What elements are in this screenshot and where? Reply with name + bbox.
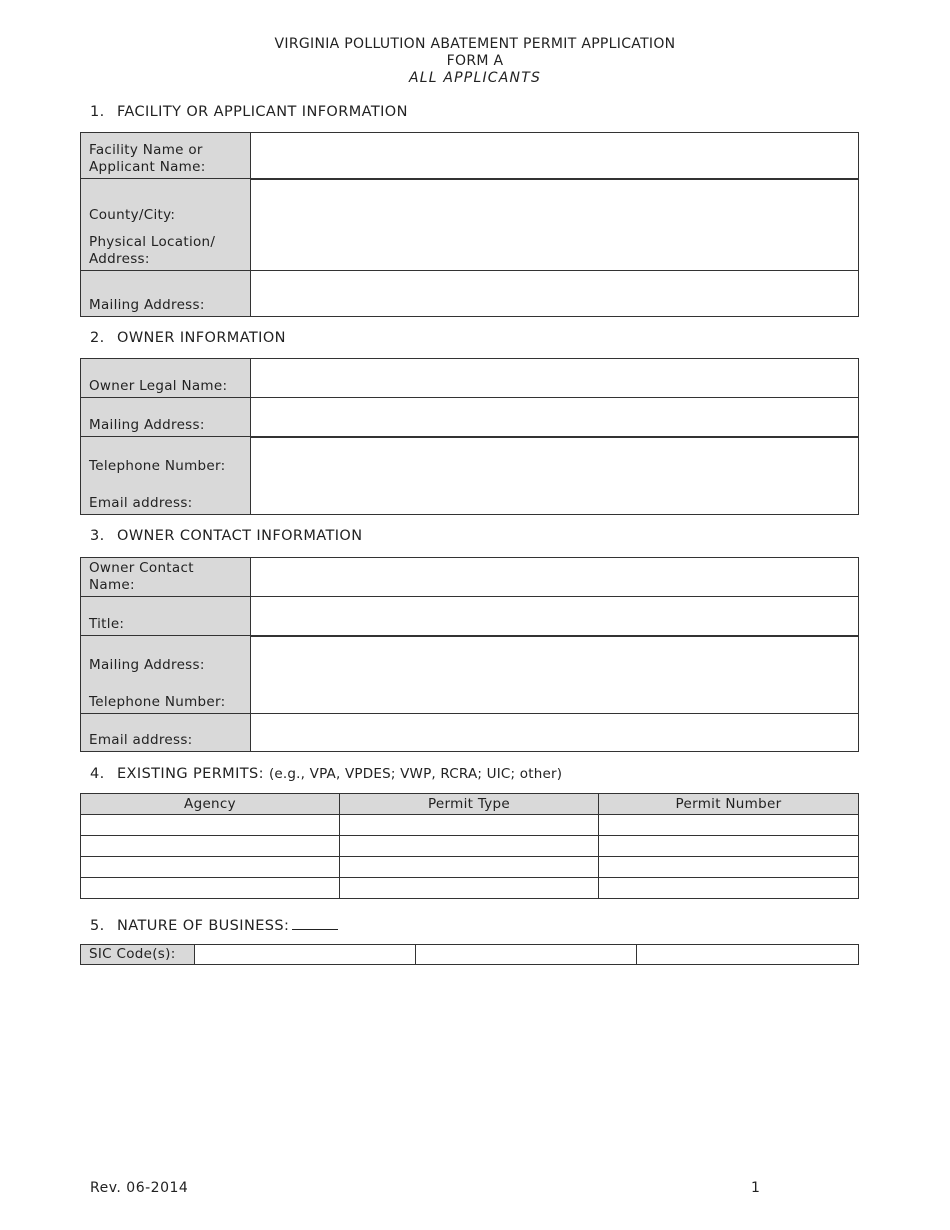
owner-info-table: [80, 358, 859, 515]
section-1-heading: 1. FACILITY OR APPLICANT INFORMATION: [90, 104, 408, 120]
sic-code-field-3[interactable]: [637, 945, 859, 965]
section-3-heading: 3. OWNER CONTACT INFORMATION: [90, 528, 363, 544]
table-row: [81, 836, 859, 857]
contact-name-field[interactable]: [251, 558, 859, 597]
section-5-heading: 5. NATURE OF BUSINESS:: [90, 916, 338, 934]
facility-mailing-field[interactable]: [251, 271, 859, 317]
section-4-title: EXISTING PERMITS:: [117, 766, 264, 782]
agency-cell[interactable]: [81, 878, 340, 899]
agency-column-header: Agency: [81, 794, 340, 815]
table-row: [81, 878, 859, 899]
facility-name-field[interactable]: [251, 133, 859, 179]
sic-code-field-2[interactable]: [416, 945, 637, 965]
contact-email-label: Email address:: [81, 714, 251, 752]
form-audience: ALL APPLICANTS: [408, 70, 542, 86]
existing-permits-table: [80, 793, 859, 899]
section-3-title: OWNER CONTACT INFORMATION: [117, 528, 363, 544]
section-4-heading: 4. EXISTING PERMITS: (e.g., VPA, VPDES; VWP, RCRA; UIC; other): [90, 766, 563, 782]
permit-type-cell[interactable]: [340, 857, 599, 878]
table-row: [81, 857, 859, 878]
permit-type-cell[interactable]: [340, 878, 599, 899]
permit-number-cell[interactable]: [599, 878, 859, 899]
form-header: [0, 36, 950, 87]
sic-code-field-1[interactable]: [195, 945, 416, 965]
agency-cell[interactable]: [81, 857, 340, 878]
contact-name-label: Owner Contact Name:: [81, 558, 251, 597]
section-5-title: NATURE OF BUSINESS:: [117, 918, 290, 934]
contact-title-label: Title:: [81, 597, 251, 636]
owner-mailing-label: Mailing Address:: [81, 398, 251, 437]
permit-number-column-header: Permit Number: [599, 794, 859, 815]
physical-location-field[interactable]: [251, 179, 858, 180]
contact-email-field[interactable]: [251, 714, 859, 752]
page-number: 1: [751, 1180, 760, 1196]
section-2-heading: 2. OWNER INFORMATION: [90, 330, 286, 346]
permit-number-cell[interactable]: [599, 857, 859, 878]
permit-type-column-header: Permit Type: [340, 794, 599, 815]
table-row: [81, 815, 859, 836]
sic-code-table: [80, 944, 859, 965]
nature-of-business-field[interactable]: [292, 916, 338, 930]
contact-telephone-label: Telephone Number:: [89, 694, 226, 710]
sic-code-label: SIC Code(s):: [81, 945, 195, 965]
owner-mailing-field[interactable]: [251, 398, 859, 437]
contact-mailing-label: Mailing Address:: [89, 657, 205, 673]
permit-type-cell[interactable]: [340, 815, 599, 836]
permit-number-cell[interactable]: [599, 836, 859, 857]
contact-info-table: [80, 557, 859, 752]
facility-name-label: Facility Name or Applicant Name:: [81, 133, 251, 179]
section-2-title: OWNER INFORMATION: [117, 330, 286, 346]
section-1-title: FACILITY OR APPLICANT INFORMATION: [117, 104, 408, 120]
form-subtitle: FORM A: [446, 53, 504, 69]
agency-cell[interactable]: [81, 836, 340, 857]
facility-mailing-label: Mailing Address:: [81, 271, 251, 317]
owner-email-field[interactable]: [251, 437, 858, 438]
contact-telephone-field[interactable]: [251, 636, 858, 637]
owner-telephone-label: Telephone Number:: [89, 458, 226, 474]
owner-legal-name-label: Owner Legal Name:: [81, 359, 251, 398]
physical-location-label: Physical Location/ Address:: [89, 234, 216, 267]
county-city-label: County/City:: [89, 207, 176, 223]
form-title: VIRGINIA POLLUTION ABATEMENT PERMIT APPLICATION: [274, 36, 676, 52]
permit-type-cell[interactable]: [340, 836, 599, 857]
agency-cell[interactable]: [81, 815, 340, 836]
revision-label: Rev. 06-2014: [90, 1180, 189, 1196]
permit-number-cell[interactable]: [599, 815, 859, 836]
section-4-note: (e.g., VPA, VPDES; VWP, RCRA; UIC; other): [268, 766, 563, 782]
facility-info-table: [80, 132, 859, 317]
owner-legal-name-field[interactable]: [251, 359, 859, 398]
owner-email-label: Email address:: [89, 495, 193, 511]
contact-title-field[interactable]: [251, 597, 859, 636]
